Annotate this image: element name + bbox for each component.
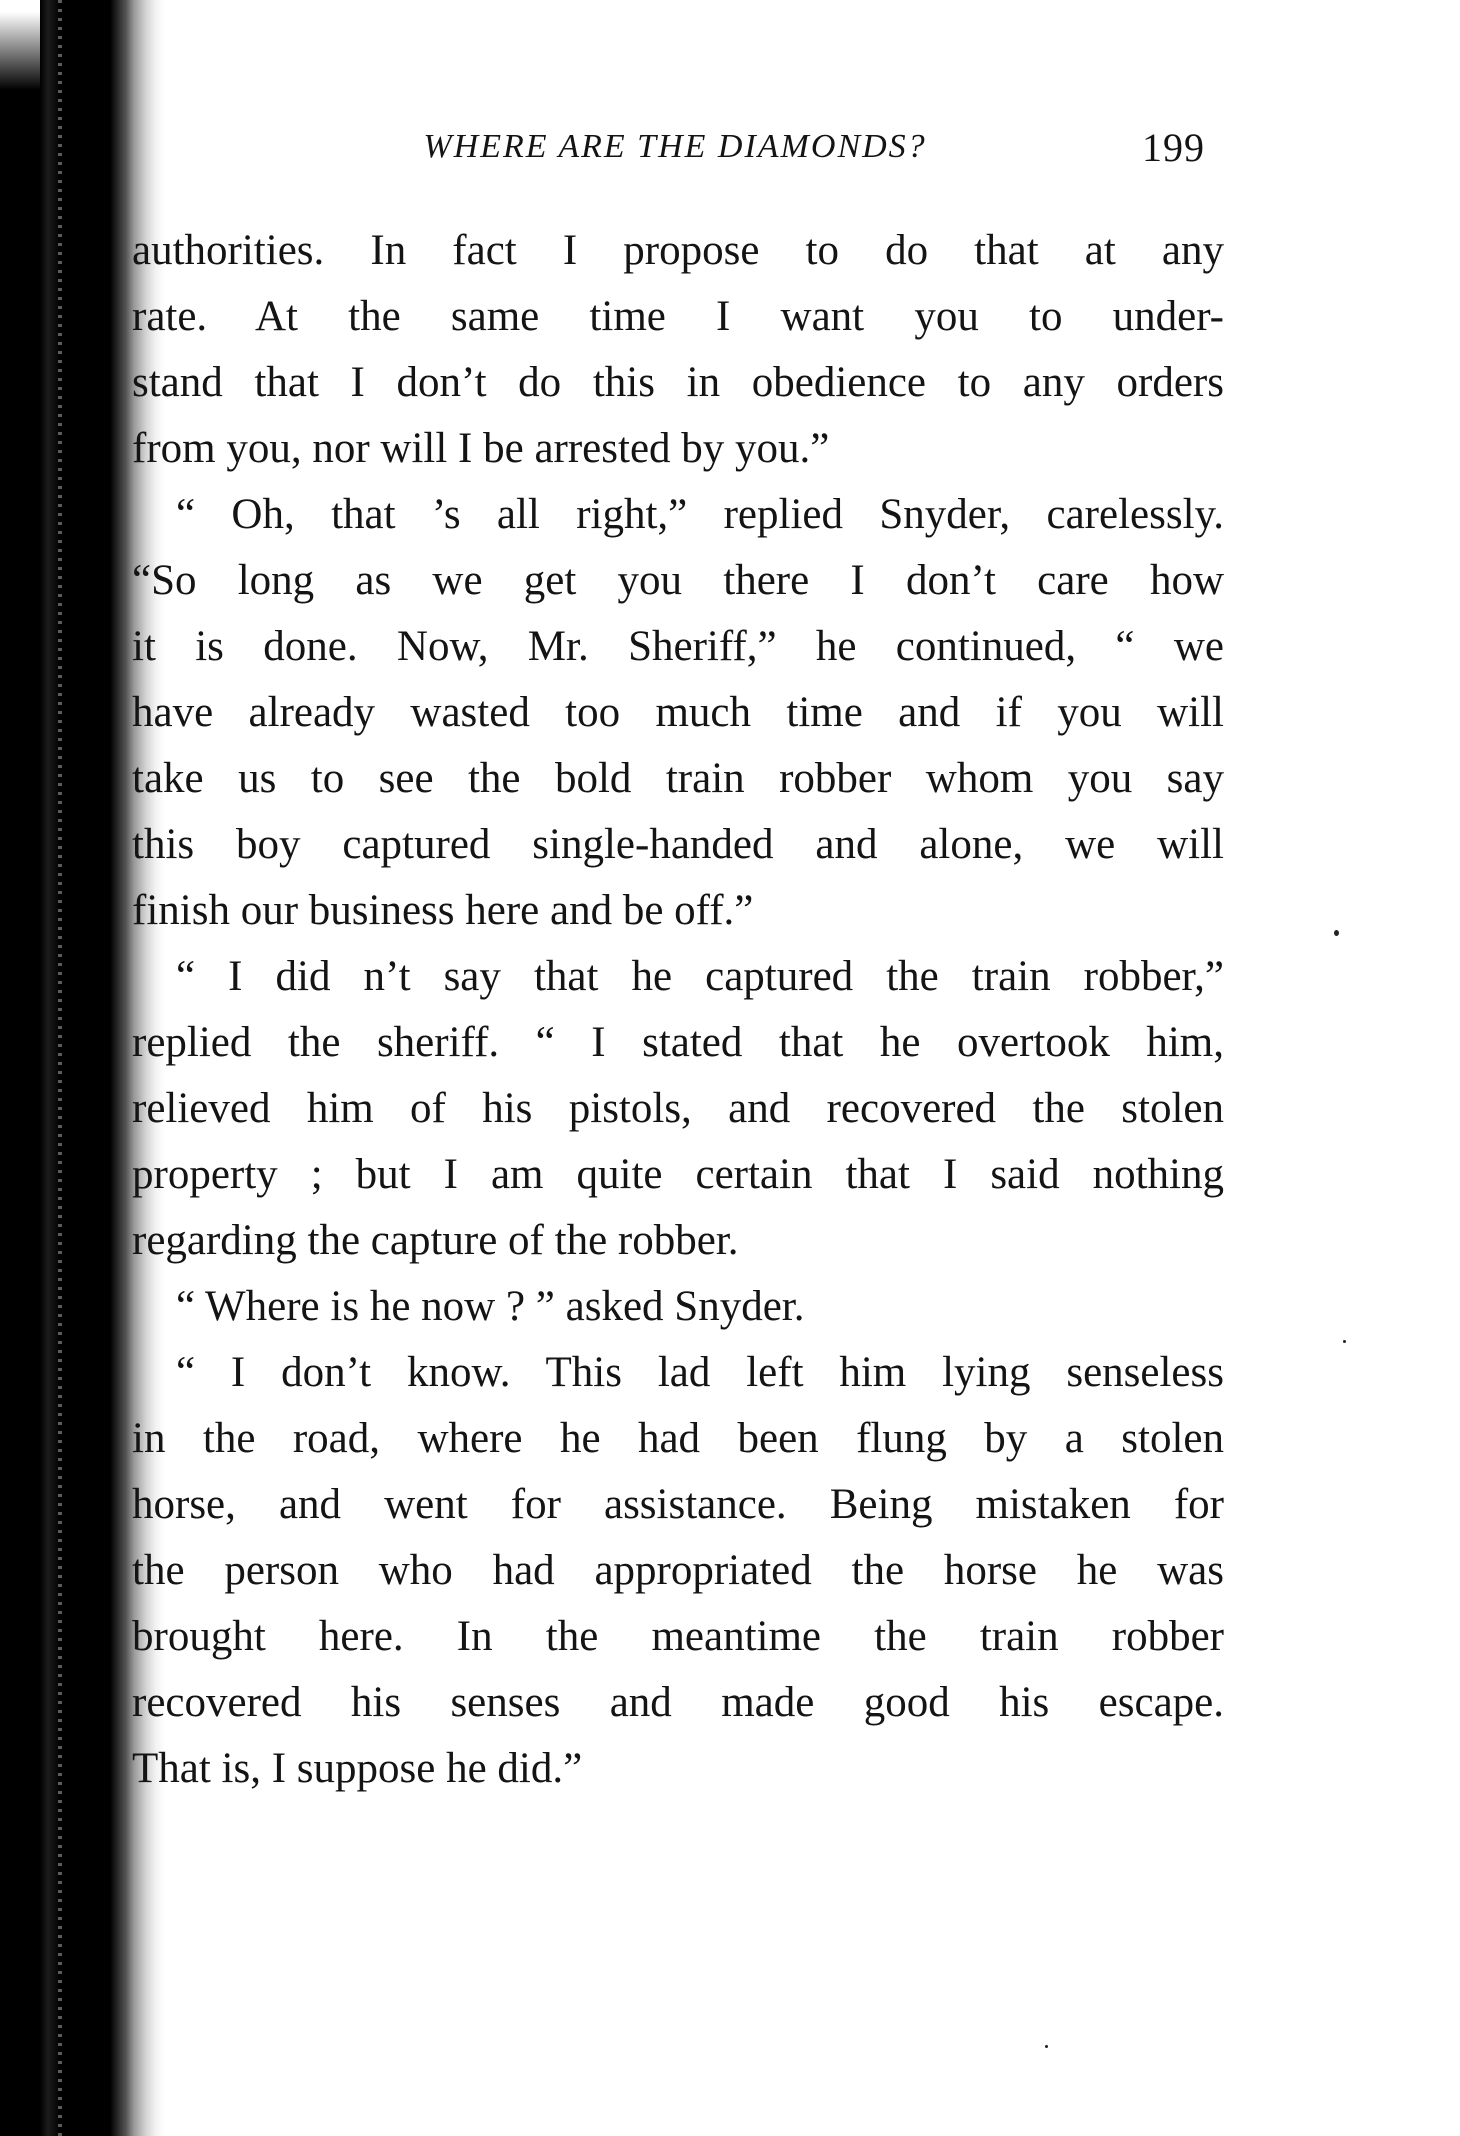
text-line: recovered his senses and made good his escape. xyxy=(132,1679,1224,1726)
text-line: in the road, where he had been flung by a stolen xyxy=(132,1415,1224,1462)
text-line: regarding the capture of the robber. xyxy=(132,1217,739,1264)
text-line: stand that I don’t do this in obedience to any orders xyxy=(132,359,1224,406)
text-line: property ; but I am quite certain that I said nothing xyxy=(132,1151,1224,1198)
text-line: brought here. In the meantime the train robber xyxy=(132,1613,1224,1660)
text-line: “ Oh, that ’s all right,” replied Snyder, carelessly. xyxy=(176,491,1224,538)
text-line: “ I don’t know. This lad left him lying senseless xyxy=(176,1349,1224,1396)
text-line: this boy captured single-handed and alone, we will xyxy=(132,821,1224,868)
scanned-binding-corner xyxy=(0,0,40,90)
scan-speck xyxy=(1343,1340,1346,1343)
scan-speck xyxy=(1334,930,1339,936)
text-line: finish our business here and be off.” xyxy=(132,887,754,934)
text-line: replied the sheriff. “ I stated that he overtook him, xyxy=(132,1019,1224,1066)
text-line: the person who had appropriated the horse he was xyxy=(132,1547,1224,1594)
text-line: authorities. In fact I propose to do that at any xyxy=(132,227,1224,274)
text-line: “ Where is he now ? ” asked Snyder. xyxy=(176,1283,805,1330)
text-line: That is, I suppose he did.” xyxy=(132,1745,583,1792)
scanned-binding-speckle xyxy=(58,0,62,2136)
text-line: rate. At the same time I want you to under- xyxy=(132,293,1224,340)
text-line: relieved him of his pistols, and recovered the stolen xyxy=(132,1085,1224,1132)
running-head-title: WHERE ARE THE DIAMONDS? xyxy=(423,128,927,165)
text-line: take us to see the bold train robber whom you say xyxy=(132,755,1224,802)
text-line: it is done. Now, Mr. Sheriff,” he continued, “ we xyxy=(132,623,1224,670)
text-line: from you, nor will I be arrested by you.” xyxy=(132,425,830,472)
text-line: “So long as we get you there I don’t care how xyxy=(132,557,1224,604)
scan-speck xyxy=(1045,2045,1048,2048)
page-body-text xyxy=(132,218,1224,1802)
text-line: “ I did n’t say that he captured the train robber,” xyxy=(176,953,1224,1000)
text-line: have already wasted too much time and if you will xyxy=(132,689,1224,736)
page-number: 199 xyxy=(1142,125,1205,170)
text-line: horse, and went for assistance. Being mistaken for xyxy=(132,1481,1224,1528)
